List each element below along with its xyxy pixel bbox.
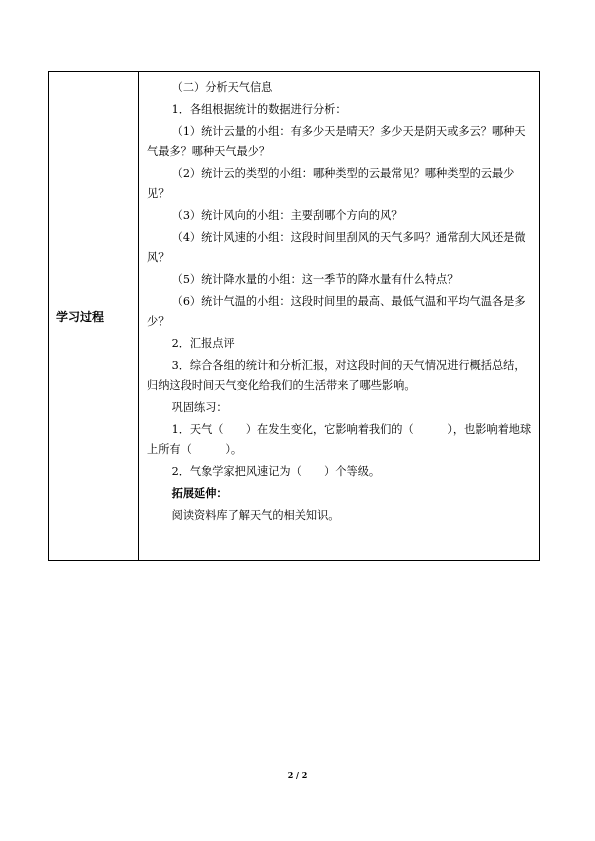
table-label-cell <box>49 72 139 560</box>
paragraph-item: 2．汇报点评 <box>171 337 235 350</box>
lesson-table <box>48 71 540 561</box>
extension-text: 阅读资料库了解天气的相关知识。 <box>171 509 340 522</box>
paragraph-item: （4）统计风速的小组：这段时间里刮风的天气多吗？通常刮大风还是微风？ <box>147 231 526 264</box>
table-content-cell <box>139 72 539 560</box>
paragraph-item: 1．各组根据统计的数据进行分析： <box>171 103 347 116</box>
section-heading: （二）分析天气信息 <box>171 81 273 94</box>
page-number: 2 / 2 <box>287 770 308 780</box>
paragraph-item: （2）统计云的类型的小组：哪种类型的云最常见？哪种类型的云最少见？ <box>147 167 515 200</box>
paragraph-item: （5）统计降水量的小组：这一季节的降水量有什么特点？ <box>171 273 459 286</box>
paragraph-item: （3）统计风向的小组：主要刮哪个方向的风？ <box>171 209 403 222</box>
paragraph-item: 3．综合各组的统计和分析汇报，对这段时间的天气情况进行概括总结，归纳这段时间天气变化给我们的生活带来了哪些影响。 <box>147 359 526 392</box>
extension-heading: 拓展延伸： <box>171 487 228 500</box>
exercise-item: 1．天气（ ）在发生变化，它影响着我们的（ ），也影响着地球上所有（ ）。 <box>147 423 532 456</box>
paragraph-item: （6）统计气温的小组：这段时间里的最高、最低气温和平均气温各是多少？ <box>147 295 526 328</box>
paragraph-item: （1）统计云量的小组：有多少天是晴天？多少天是阴天或多云？哪种天气最多？哪种天气最少？ <box>147 125 526 158</box>
row-label: 学习过程 <box>56 309 105 324</box>
exercise-item: 2．气象学家把风速记为（ ）个等级。 <box>171 465 381 478</box>
exercise-heading: 巩固练习： <box>171 401 228 414</box>
